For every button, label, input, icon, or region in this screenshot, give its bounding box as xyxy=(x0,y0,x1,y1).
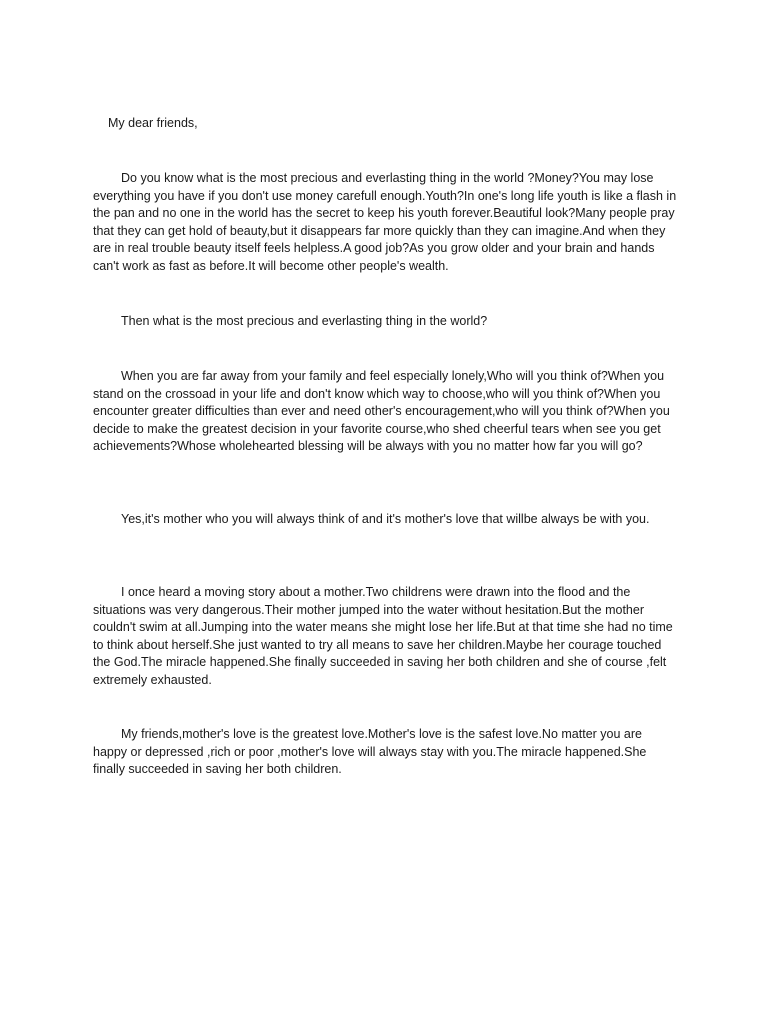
paragraph-who-will-you-think-of: When you are far away from your family and feel especially lonely,Who will you think of?When you stand on the crossoad in your life and don't know which way to choose,who will you think of?When you encounter greater difficulties than ever and need other's encouragement,who will you think of?When you decide to make the greatest decision in your favorite course,who shed cheerful tears when see you get achievements?Whose wholehearted blessing will be always with you no matter how far you will go? xyxy=(93,369,670,453)
paragraph-mother-answer: Yes,it's mother who you will always think of and it's mother's love that willbe always be with you. xyxy=(121,512,650,526)
letter-greeting: My dear friends, xyxy=(108,116,198,130)
paragraph-precious-thing: Do you know what is the most precious and everlasting thing in the world ?Money?You may lose everything you have if you don't use money carefull enough.Youth?In one's long life youth is like a flash in the pan and no one in the world has the secret to keep his youth forever.Beautiful look?Many people pray that they can get hold of beauty,but it disappears far more quickly than they can imagine.And when they are in real trouble beauty itself feels helpless.A good job?As you grow older and your brain and hands can't work as fast as before.It will become other people's wealth. xyxy=(93,171,677,273)
paragraph-moving-story: I once heard a moving story about a mother.Two childrens were drawn into the flood and the situations was very dangerous.Their mother jumped into the water without hesitation.But the mother couldn't swim at all.Jumping into the water means she might lose her life.But at that time she had no time to think about herself.She just wanted to try all means to save her children.Maybe her courage touched the God.The miracle happened.She finally succeeded in saving her both children and she of course ,felt extremely exhausted. xyxy=(93,585,673,687)
paragraph-question: Then what is the most precious and everlasting thing in the world? xyxy=(121,314,488,328)
paragraph-conclusion: My friends,mother's love is the greatest love.Mother's love is the safest love.No matter you are happy or depressed ,rich or poor ,mother's love will always stay with you.The miracle happened.She finally succeeded in saving her both children. xyxy=(93,727,647,776)
